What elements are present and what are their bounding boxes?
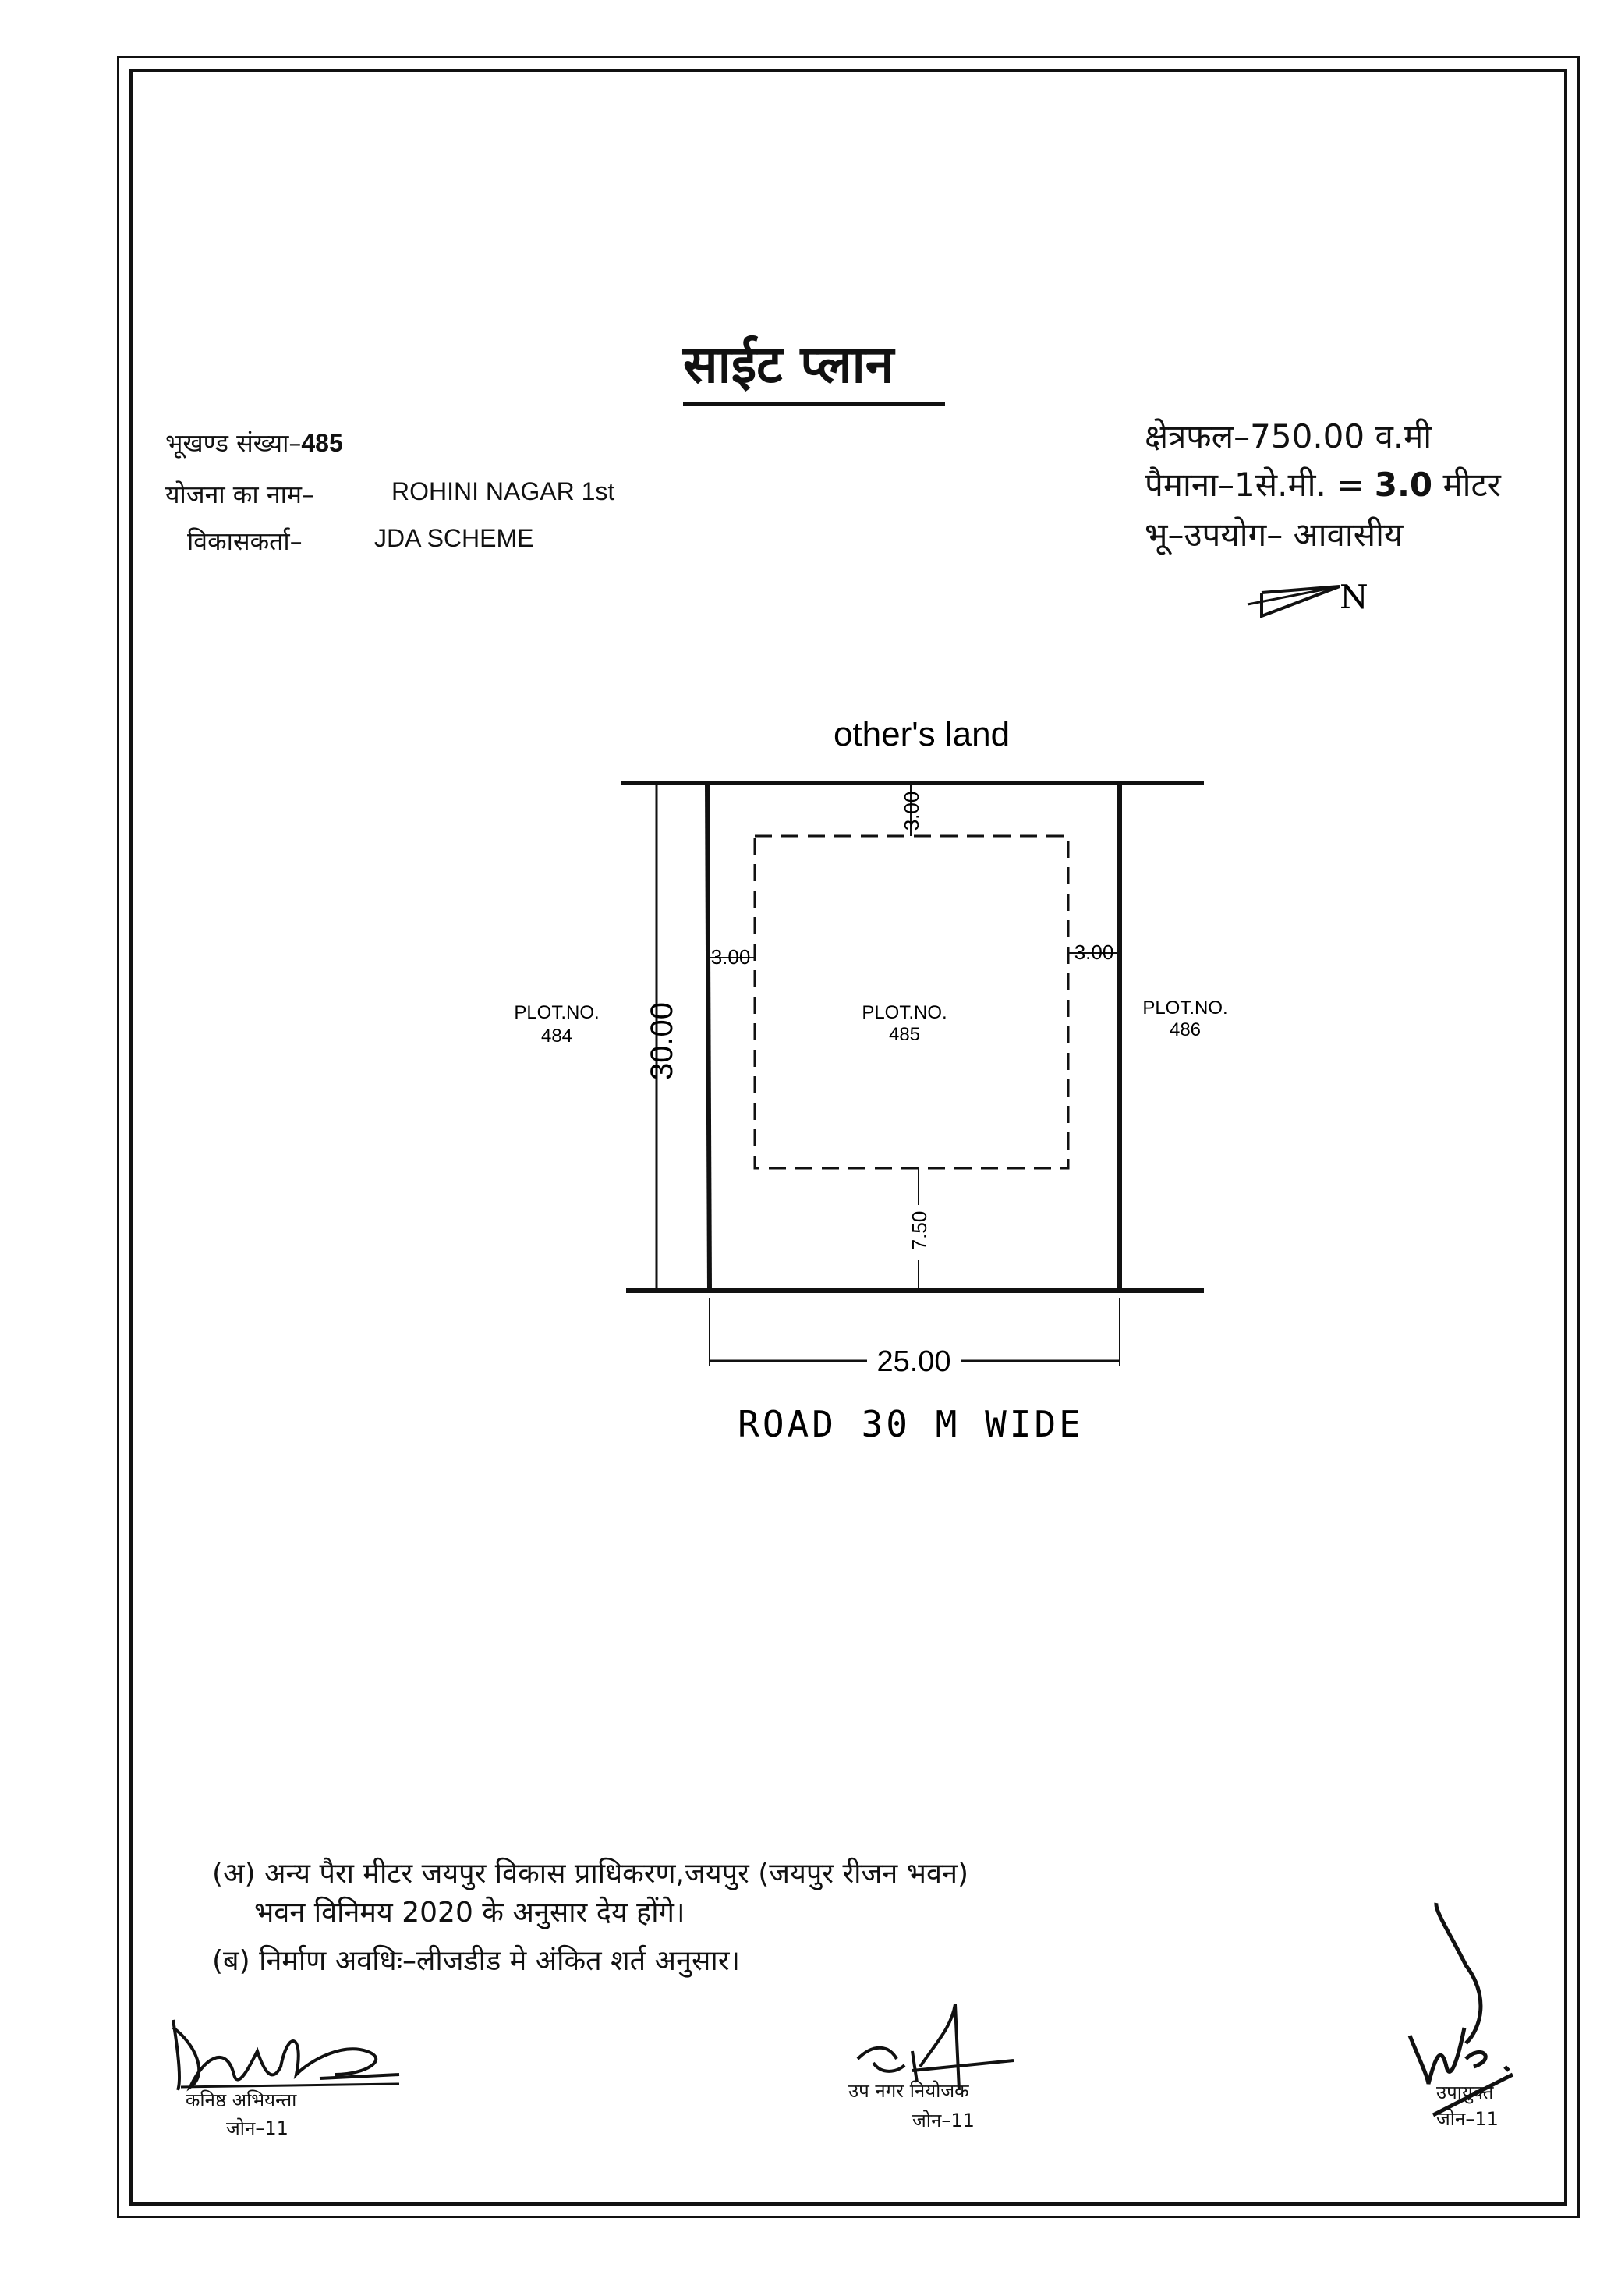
deputy-commissioner-title: उपायुक्त <box>1436 2082 1494 2103</box>
depth-dimension-text: 30.00 <box>645 1001 679 1081</box>
deputy-commissioner-zone: जोन–11 <box>1436 2108 1499 2130</box>
scheme-name-label: योजना का नाम– <box>165 480 315 509</box>
deputy-planner-zone: जोन–11 <box>912 2110 975 2131</box>
north-label: N <box>1340 578 1368 616</box>
developer-value: JDA SCHEME <box>374 524 534 552</box>
right-setback-text: 3.00 <box>1074 941 1114 964</box>
plot-number-label: भूखण्ड संख्या– <box>165 428 302 458</box>
left-plot-label: PLOT.NO. <box>514 1002 600 1023</box>
right-plot-label: PLOT.NO. <box>1142 997 1228 1019</box>
scale-prefix: पैमाना–1से.मी. = <box>1145 466 1375 504</box>
north-arrow-icon <box>1248 586 1340 616</box>
left-setback-text: 3.00 <box>710 945 751 969</box>
left-side-boundary <box>707 783 710 1291</box>
center-plot-label: PLOT.NO. <box>862 1002 947 1023</box>
width-dimension-text: 25.00 <box>876 1345 951 1378</box>
scale-suffix: मीटर <box>1432 466 1501 504</box>
left-signature <box>173 2020 399 2090</box>
scale-value: 3.0 <box>1374 466 1433 504</box>
land-use-text: भू–उपयोग– आवासीय <box>1145 516 1404 554</box>
plot-number-value: 485 <box>301 429 343 457</box>
others-land-label: other's land <box>833 715 1011 753</box>
rear-setback-text: 7.50 <box>908 1210 931 1251</box>
right-plot-number: 486 <box>1169 1019 1202 1040</box>
center-plot-number: 485 <box>888 1024 921 1045</box>
developer-label: विकासकर्ता– <box>187 526 303 556</box>
junior-engineer-zone: जोन–11 <box>226 2117 288 2139</box>
deputy-planner-title: उप नगर नियोजक <box>848 2080 969 2102</box>
note-b: (ब) निर्माण अवधिः–लीजडीड मे अंकित शर्त अनुसार। <box>212 1945 741 1977</box>
road-label: ROAD 30 M WIDE <box>738 1403 1084 1445</box>
junior-engineer-title: कनिष्ठ अभियन्ता <box>186 2089 297 2111</box>
page-title: साईट प्लान <box>683 335 894 395</box>
note-a-line1: (अ) अन्य पैरा मीटर जयपुर विकास प्राधिकरण,जयपुर (जयपुर रीजन भवन) <box>212 1858 968 1890</box>
front-setback-text: 3.00 <box>900 791 923 831</box>
scheme-name-value: ROHINI NAGAR 1st <box>391 477 615 505</box>
area-text: क्षेत्रफल–750.00 व.मी <box>1145 417 1432 455</box>
left-plot-number: 484 <box>540 1026 573 1047</box>
note-a-line2: भवन विनिमय 2020 के अनुसार देय होंगे। <box>254 1897 685 1929</box>
